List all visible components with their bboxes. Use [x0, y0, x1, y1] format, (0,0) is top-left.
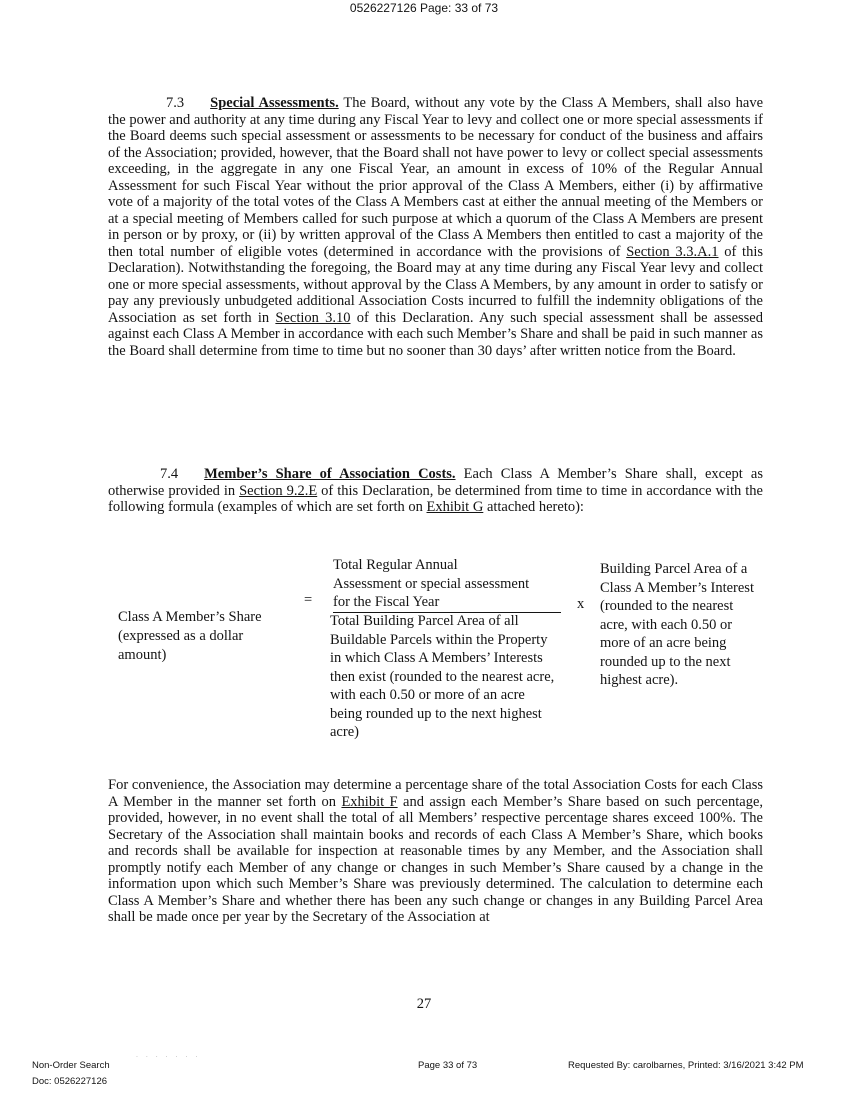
numerator-line-1: Total Regular Annual	[333, 557, 458, 573]
section-ref-3-10: Section 3.10	[275, 309, 351, 326]
formula-lhs: Class A Member’s Share (expressed as a dollar amount)	[118, 609, 262, 663]
section-7-4-text-1: Each Class A Member’s Share shall, except as otherwise provided in	[108, 466, 764, 499]
footer-left-line-2: Doc: 0526227126	[32, 1076, 108, 1087]
section-7-3-number: 7.3	[166, 95, 185, 111]
formula-numerator	[333, 556, 561, 613]
section-7-3-text-3: of this Declaration. Any such special assessment shall be assessed against each Class A Member in accordance with each such Member’s Share and shall be paid in such manner as the Board shall determine from time to time but no sooner than 30 days’ after written notice from the Board.	[108, 309, 763, 359]
formula-equals: =	[304, 592, 313, 608]
exhibit-g-ref: Exhibit G	[426, 499, 484, 515]
formula-rhs: Building Parcel Area of a Class A Member’s Interest (rounded to the nearest acre, with each 0.50 or more of an acre being rounded up to the next highest acre).	[600, 561, 754, 688]
convenience-text-1: For convenience, the Association may determine a percentage share of the total Association Costs for each Class A Member in the manner set forth on	[108, 777, 763, 810]
exhibit-f-ref: Exhibit F	[341, 793, 398, 810]
section-7-3-title: Special Assessments.	[210, 95, 339, 111]
section-7-4-text-3: attached hereto):	[483, 499, 584, 515]
section-ref-3-3-a-1: Section 3.3.A.1	[626, 243, 719, 260]
formula-denominator: Total Building Parcel Area of all Buildable Parcels within the Property in which Class A Members’ Interests then exist (rounded to the nearest acre, with each 0.50 or more of an acre being rounded up to the next highest acre)	[330, 613, 555, 740]
section-7-4-text-2: of this Declaration, be determined from time to time in accordance with the following formula (examples of which are set forth on	[108, 482, 763, 515]
share-formula	[108, 556, 763, 766]
section-7-4-title: Member’s Share of Association Costs.	[204, 466, 456, 482]
convenience-text-2: and assign each Member’s Share based on such percentage, provided, however, in no event shall the total of all Members’ respective percentage shares exceed 100%. The Secretary of the Association shall maintain books and records of each Class A Member’s Share, which books and records shall be available for inspection at reasonable times by any Member, and the Association shall promptly notify each Member of any change or changes in such Member’s Share caused by a change in the information upon which such Member’s Share was previously determined. The calculation to determine each Class A Member’s Share and whether there has been any such change or changes in any Building Parcel Area shall be made once per year by the Secretary of the Association at	[108, 793, 764, 925]
footer-center: Page 33 of 73	[418, 1060, 478, 1071]
section-7-4	[108, 466, 763, 516]
footer-right: Requested By: carolbarnes, Printed: 3/16/2021 3:42 PM	[568, 1060, 804, 1071]
formula-times: x	[577, 596, 585, 612]
convenience-paragraph	[108, 777, 763, 926]
footer-dots: . . . . . . .	[136, 1052, 201, 1059]
section-7-3-text-1: The Board, without any vote by the Class A Members, shall also have the power and authority at any time during any Fiscal Year to levy and collect one or more special assessments if the Board deems such special assessment or assessments to be necessary for conduct of the business and affairs of the Association; provided, however, that the Board shall not have power to levy or collect special assessments exceeding, in the aggregate in any one Fiscal Year, an amount in excess of 10% of the Regular Annual Assessment for such Fiscal Year without the prior approval of the Class A Members, either (i) by affirmative vote of a majority of the total votes of the Class A Members cast at either the annual meeting of the Members or at a special meeting of Members called for such purpose at which a quorum of the Class A Members are present in person or by proxy, or (ii) by written approval of the Class A Members then entitled to cast a majority of the then total number of eligible votes (determined in accordance with the provisions of	[108, 95, 764, 260]
numerator-line-3: for the Fiscal Year	[333, 593, 561, 613]
footer-left-line-1: Non-Order Search	[32, 1060, 110, 1071]
section-7-4-number: 7.4	[160, 466, 179, 482]
section-ref-9-2-e: Section 9.2.E	[239, 482, 318, 499]
page-header: 0526227126 Page: 33 of 73	[349, 1, 499, 15]
section-7-3-text-2: of this Declaration). Notwithstanding the foregoing, the Board may at any time during any Fiscal Year levy and collect one or more special assessments, without approval by the Class A Members, by any amount in order to satisfy or pay any previously unbudgeted additional Association Costs incurred to fulfill the indemnity obligations of the Association as set forth in	[108, 243, 764, 326]
page-number: 27	[416, 996, 432, 1012]
section-7-3	[108, 95, 763, 359]
numerator-line-2: Assessment or special assessment	[333, 575, 530, 592]
